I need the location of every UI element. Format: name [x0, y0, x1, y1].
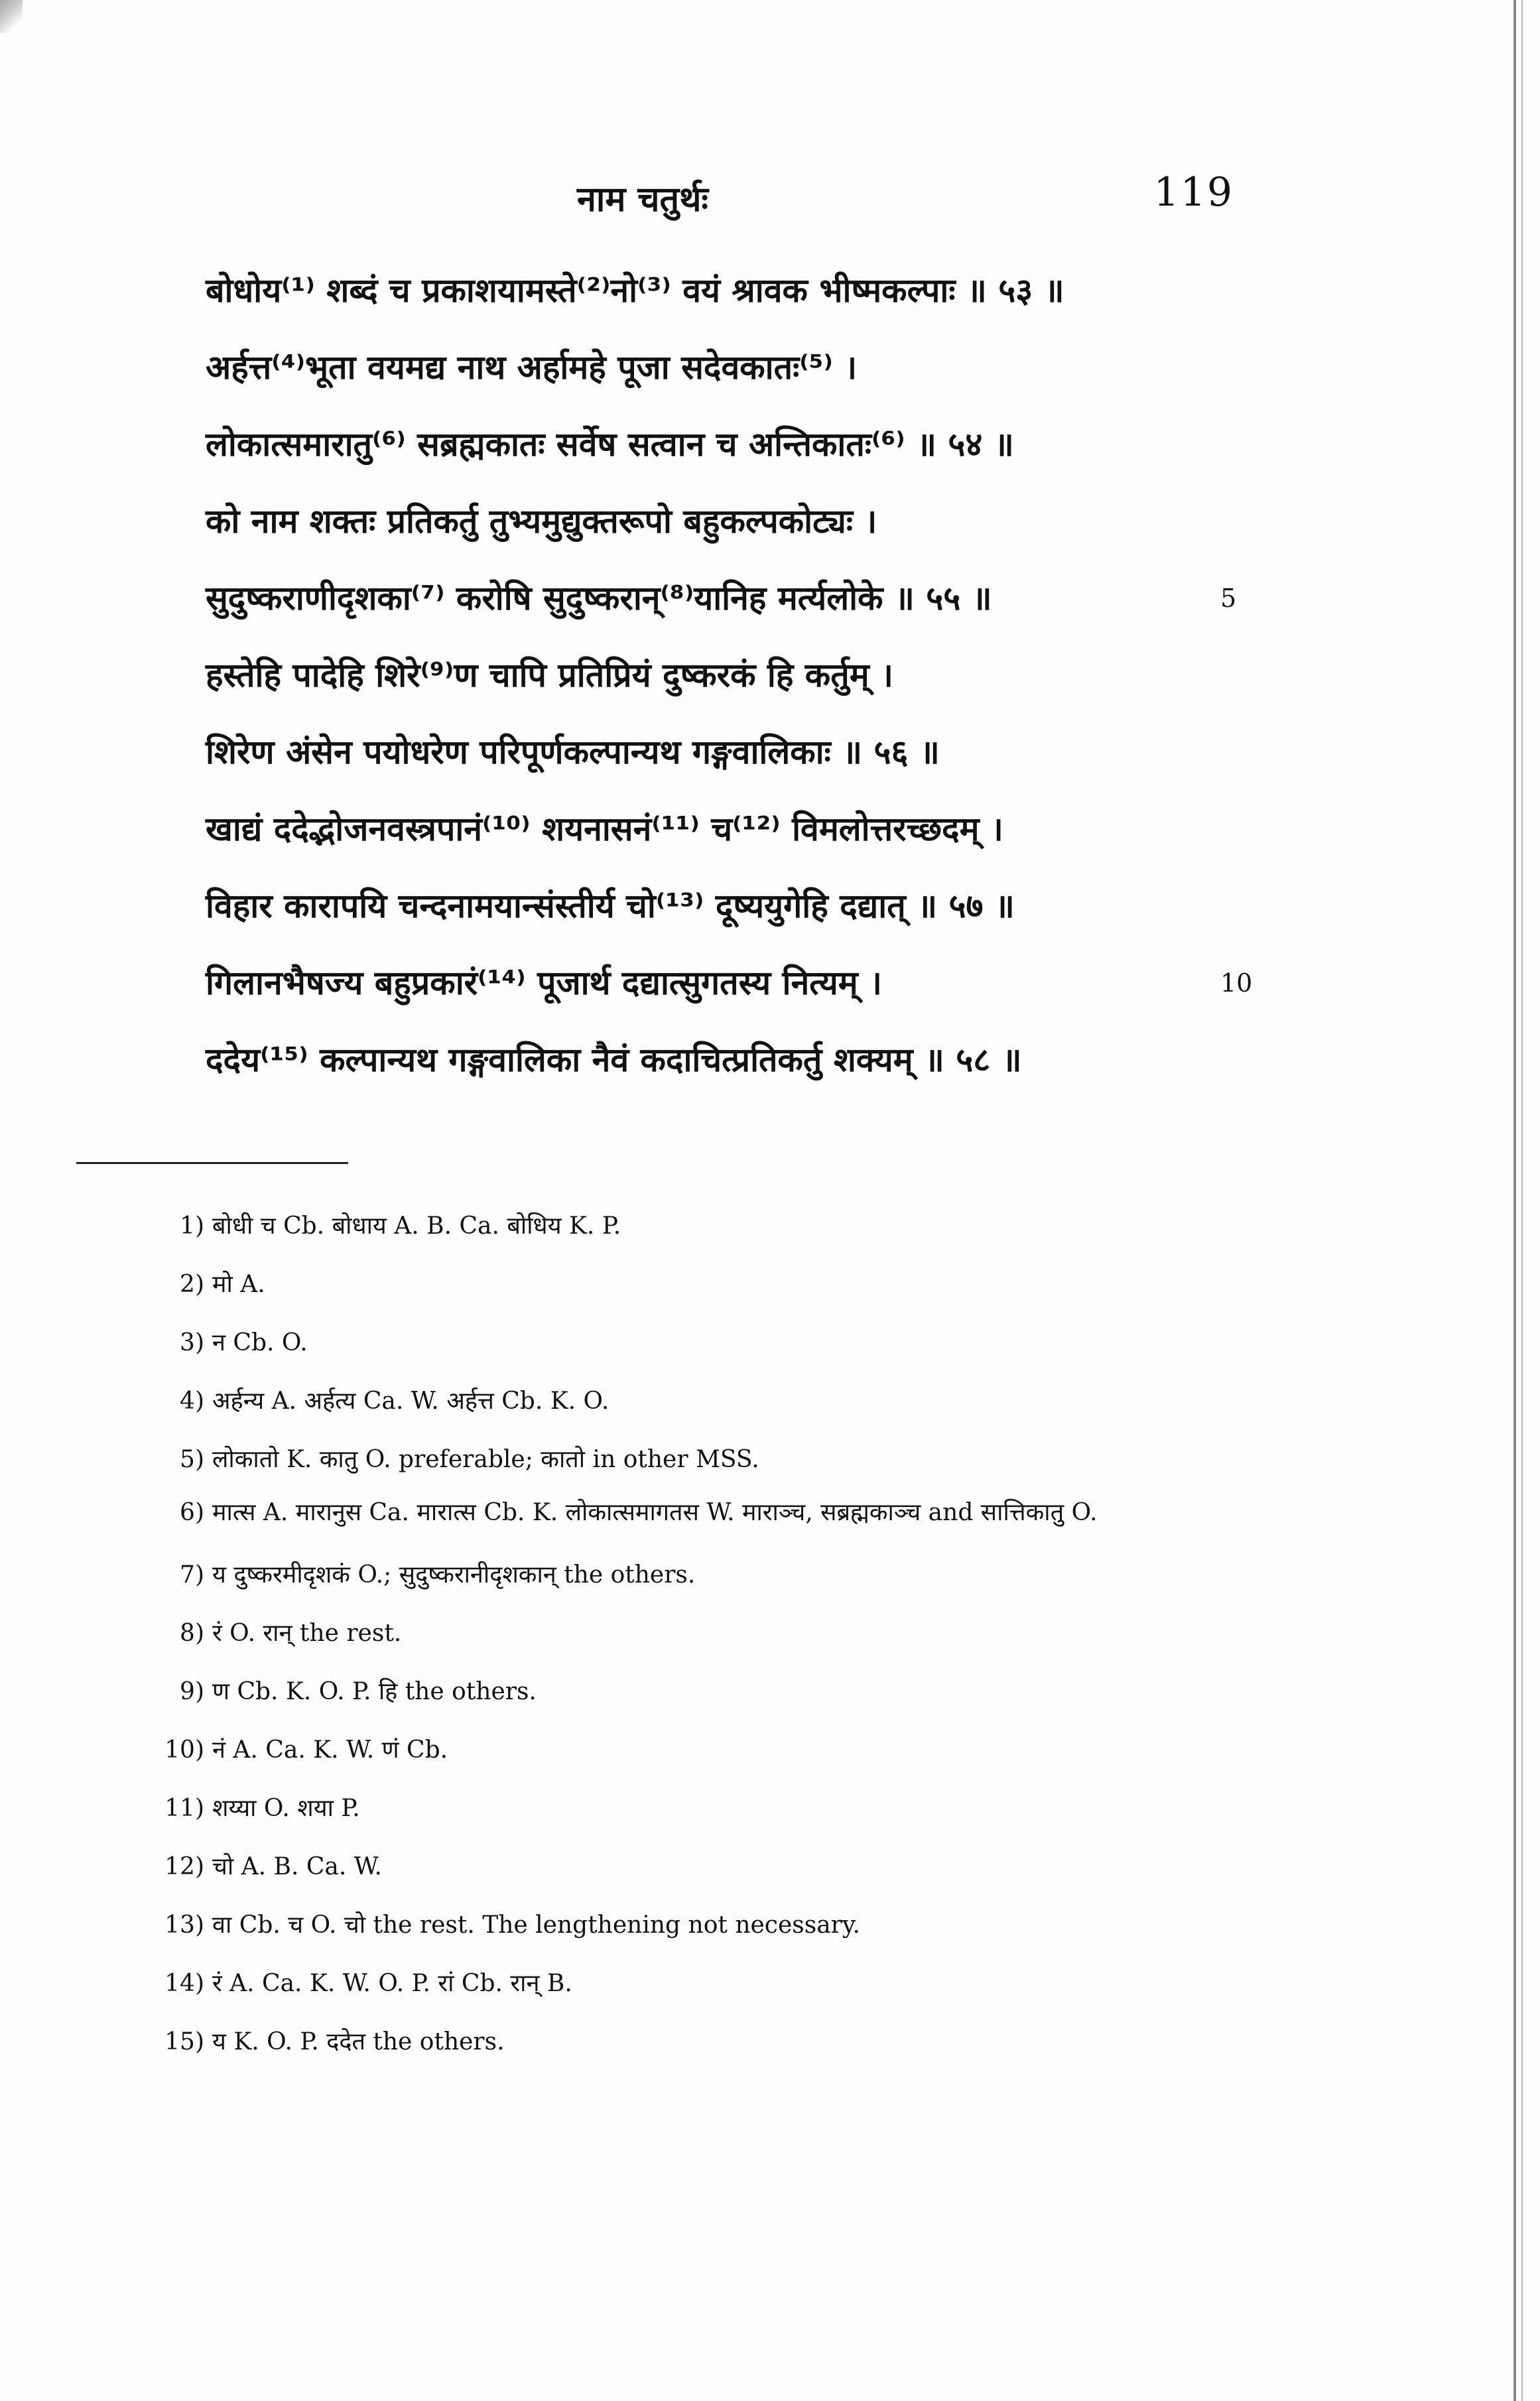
footnote — [158, 1780, 1246, 1838]
page-number: 119 — [1153, 169, 1234, 216]
footnote-number: 14) — [164, 1970, 204, 1997]
verse-text: ददेय⁽¹⁵⁾ कल्पान्यथ गङ्गवालिका नैवं कदाचित्प्रतिकर्तु शक्यम् ॥ ५८ ॥ — [206, 1041, 1022, 1079]
footnote-text: चो A. B. Ca. W. — [212, 1853, 382, 1880]
verse-text: अर्हत्त⁽⁴⁾भूता वयमद्य नाथ अर्हामहे पूजा सदेवकातः⁽⁵⁾ । — [206, 348, 858, 387]
verse-line — [206, 868, 1293, 944]
footnote-number: 7) — [180, 1561, 204, 1589]
verse-text: गिलानभैषज्य बहुप्रकारं⁽¹⁴⁾ पूजार्थ दद्यात्सुगतस्य नित्यम् । — [206, 964, 882, 1002]
footnote-number: 10) — [164, 1736, 204, 1764]
page-edge-line-thin — [1521, 0, 1523, 2401]
footnote-text: न Cb. O. — [212, 1329, 308, 1356]
footnotes — [158, 1197, 1246, 2071]
scan-corner-mark — [0, 0, 23, 33]
verse-text: हस्तेहि पादेहि शिरे⁽⁹⁾ण चापि प्रतिप्रियं दुष्करकं हि कर्तुम् । — [206, 656, 893, 694]
footnote — [158, 1314, 1246, 1372]
verse-line — [206, 252, 1293, 329]
footnote-number: 15) — [164, 2028, 204, 2055]
verse-text: विहार कारापयि चन्दनामयान्संस्तीर्य चो⁽¹³⁾ दूष्ययुगेहि दद्यात् ॥ ५७ ॥ — [206, 887, 1015, 925]
footnote-text: मो A. — [212, 1271, 265, 1298]
verse-line — [206, 944, 1293, 1021]
footnote — [158, 1663, 1246, 1721]
footnote-text: नं A. Ca. K. W. णं Cb. — [212, 1736, 448, 1764]
footnote-number: 1) — [180, 1212, 204, 1240]
page-header — [199, 169, 1234, 229]
footnote-text: वा Cb. च O. चो the rest. The lengthening not necessary. — [212, 1912, 860, 1939]
footnote-number: 11) — [164, 1795, 204, 1822]
footnote-number: 12) — [164, 1853, 204, 1880]
footnote — [158, 1372, 1246, 1431]
footnote — [158, 1431, 1246, 1489]
footnote-text: बोधी च Cb. बोधाय A. B. Ca. बोधिय K. P. — [212, 1212, 621, 1240]
footnote-text: य K. O. P. ददेत the others. — [212, 2028, 505, 2055]
footnote — [158, 1721, 1246, 1780]
verse-line — [206, 560, 1293, 637]
footnote-text: शय्या O. शया P. — [212, 1795, 360, 1822]
verse-line — [206, 1021, 1293, 1098]
page-edge-line — [1513, 0, 1516, 2401]
verse-line — [206, 714, 1293, 791]
verse-text: सुदुष्कराणीदृशका⁽⁷⁾ करोषि सुदुष्करान्⁽⁸⁾यानिह मर्त्यलोके ॥ ५५ ॥ — [206, 579, 992, 617]
footnote-text: लोकातो K. कातु O. preferable; कातो in other MSS. — [212, 1446, 759, 1473]
footnote-number: 13) — [164, 1912, 204, 1939]
footnote-number: 6) — [180, 1499, 204, 1526]
verse-text: लोकात्समारातु⁽⁶⁾ सब्रह्मकातः सर्वेष सत्वान च अन्तिकातः⁽⁶⁾ ॥ ५४ ॥ — [206, 425, 1014, 464]
footnote — [158, 2013, 1246, 2071]
verse-text: को नाम शक्तः प्रतिकर्तु तुभ्यमुद्युक्तरूपो बहुकल्पकोट्यः । — [206, 502, 877, 541]
verse-line — [206, 791, 1293, 868]
footnote — [158, 1256, 1246, 1314]
verse-block — [206, 252, 1293, 1098]
verse-text: खाद्यं ददेद्भोजनवस्त्रपानं⁽¹⁰⁾ शयनासनं⁽¹¹⁾ च⁽¹²⁾ विमलोत्तरच्छदम् । — [206, 810, 1003, 848]
footnote-number: 9) — [180, 1678, 204, 1705]
verse-line — [206, 329, 1293, 406]
footnote-divider — [76, 1162, 348, 1164]
footnote-text: अर्हन्य A. अर्हत्य Ca. W. अर्हत्त Cb. K. O. — [212, 1388, 610, 1415]
footnote — [158, 1838, 1246, 1896]
line-number: 5 — [1220, 584, 1237, 613]
footnote — [158, 1546, 1246, 1604]
line-number: 10 — [1220, 968, 1253, 998]
footnote-text: रं O. रान् the rest. — [212, 1620, 402, 1647]
footnote-number: 5) — [180, 1446, 204, 1473]
verse-line — [206, 406, 1293, 483]
footnote-text: रं A. Ca. K. W. O. P. रां Cb. रान् B. — [212, 1970, 572, 1997]
footnote-number: 8) — [180, 1620, 204, 1647]
footnote-number: 2) — [180, 1271, 204, 1298]
footnote-number: 4) — [180, 1388, 204, 1415]
verse-line — [206, 637, 1293, 714]
footnote — [158, 1604, 1246, 1663]
footnote-number: 3) — [180, 1329, 204, 1356]
footnote — [158, 1896, 1246, 1955]
running-title: नाम चतुर्थः — [577, 180, 708, 220]
verse-line — [206, 483, 1293, 560]
footnote — [158, 1955, 1246, 2013]
footnote-text: य दुष्करमीदृशकं O.; सुदुष्करानीदृशकान् the others. — [212, 1561, 696, 1589]
footnote-text: ण Cb. K. O. P. हि the others. — [212, 1678, 537, 1705]
verse-text: शिरेण अंसेन पयोधरेण परिपूर्णकल्पान्यथ गङ्गवालिकाः ॥ ५६ ॥ — [206, 733, 940, 771]
verse-text: बोधोय⁽¹⁾ शब्दं च प्रकाशयामस्ते⁽²⁾नो⁽³⁾ वयं श्रावक भीष्मकल्पाः ॥ ५३ ॥ — [206, 271, 1064, 310]
footnote — [158, 1489, 1246, 1537]
footnote-text: मात्स A. मारानुस Ca. मारात्स Cb. K. लोकात्समागतस W. माराञ्च, सब्रह्मकाञ्च and सात्तिकातु O. — [212, 1499, 1098, 1526]
footnote — [158, 1197, 1246, 1256]
